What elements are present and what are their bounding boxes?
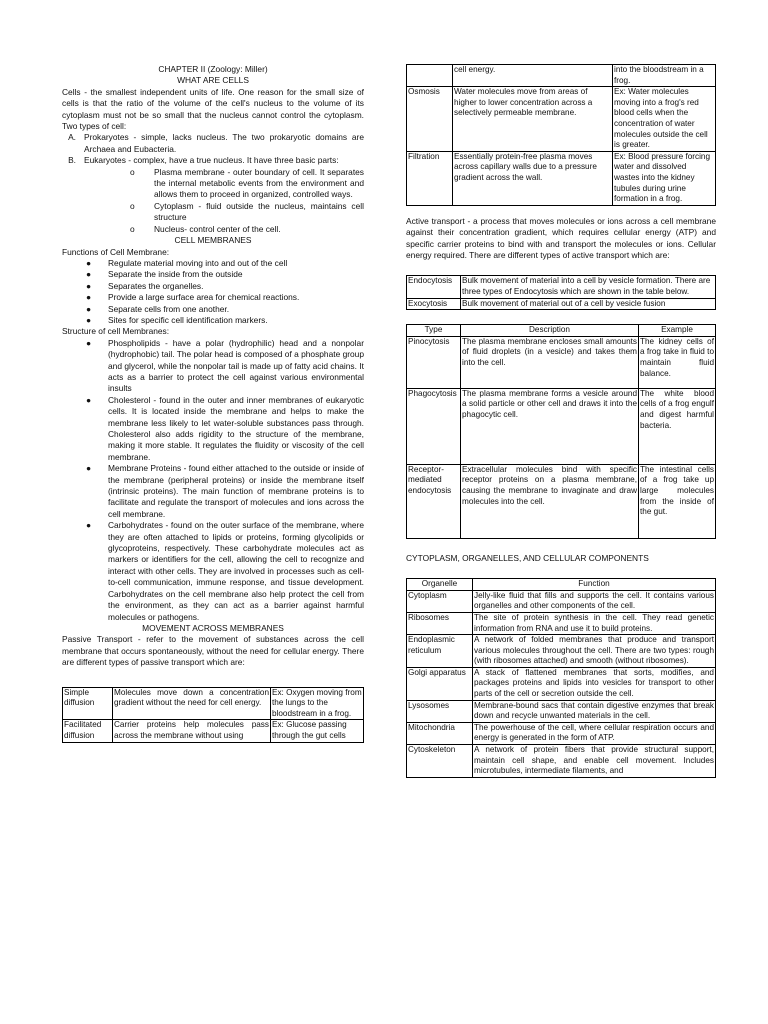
list-item [62,304,364,315]
table-cell: Osmosis [407,87,453,152]
list-item [130,167,364,201]
table-cell: Ex: Blood pressure forcing water and dissolved wastes into the kidney tubules during urine formation in a frog. [613,151,716,205]
list-item-text: Separate the inside from the outside [108,269,243,280]
table-row [407,298,716,310]
section-heading-cytoplasm: CYTOPLASM, ORGANELLES, AND CELLULAR COMPONENTS [406,552,649,563]
table-row [407,87,716,152]
circle-bullet-icon: o [130,223,135,234]
list-item-text: Separates the organelles. [108,280,204,291]
table-cell [407,65,453,87]
section-heading-cell-membranes: CELL MEMBRANES [174,235,252,246]
table-row [407,722,716,744]
table-cell: Essentially protein-free plasma moves across capillary walls due to a pressure gradient across the wall. [453,151,613,205]
table-row [407,700,716,722]
list-item-text: Prokaryotes - simple, lacks nucleus. The two prokaryotic domains are Archaea and Eubacteria. [84,132,364,154]
bullet-icon: ● [86,520,92,531]
list-marker: B. [68,155,76,166]
functions-list [62,258,364,326]
section-heading-what-are-cells: WHAT ARE CELLS [177,75,249,86]
bullet-icon: ● [86,337,92,348]
circle-bullet-icon: o [130,200,135,211]
list-item-text: Separate cells from one another. [108,303,230,314]
table-cell: A stack of flattened membranes that sorts, modifies, and packages proteins and lipids into vesicles for transport to other parts of the cell or secretion outside the cell. [473,667,716,700]
cells-intro-paragraph: Cells - the smallest independent units of life. One reason for the small size of cells is that the ratio of the volume of the cell's nucleus to the volume of its cytoplasm must not be so small that the nucleus cannot control the cytoplasm. Two types of cell: [62,86,364,132]
table-cell: The kidney cells of a frog take in fluid to maintain fluid balance. [639,336,716,388]
table-cell: Ex: Glucose passing through the gut cells [271,720,364,742]
column-header: Type [407,325,461,337]
table-row [407,388,716,464]
active-transport-table [406,275,716,310]
table-cell: Extracellular molecules bind with specific receptor proteins on a plasma membrane, causing the membrane to invaginate and draw molecules into the cell. [461,464,639,538]
list-item-text: Plasma membrane - outer boundary of cell. It separates the internal metabolic events from the environment and allows them to proceed in organized, controlled ways. [154,166,364,200]
table-cell: Cytoskeleton [407,745,473,778]
eukaryote-parts-list [62,167,364,235]
column-header: Example [639,325,716,337]
table-cell: Golgi apparatus [407,667,473,700]
table-row [407,590,716,612]
table-cell: Receptor-mediated endocytosis [407,464,461,538]
list-item-text: Phospholipids - have a polar (hydrophilic) head and a nonpolar (hydrophobic) tail. The polar head is composed of a phosphate group and glycerol, while the nonpolar tail is made up of fatty acid chains. It acts as a barrier to protect the cell against various environmental insults [108,337,364,394]
circle-bullet-icon: o [130,166,135,177]
list-item [130,224,364,235]
chapter-title: CHAPTER II (Zoology: Miller) [158,64,268,74]
table-cell: Membrane-bound sacs that contain digestive enzymes that break down and recycle unwanted materials in the cell. [473,700,716,722]
table-cell: The plasma membrane forms a vesicle around a solid particle or other cell and draws it into the phagocytic cell. [461,388,639,464]
list-item-text: Membrane Proteins - found either attached to the outside or inside of the membrane (peripheral proteins) or inside the membrane itself (intrinsic proteins). The main function of membrane proteins is to facilitate and regulate the transport of molecules and ions across the cell membrane. [108,463,364,519]
list-item-text: Sites for specific cell identification markers. [108,314,268,325]
structure-list [62,338,364,623]
list-item-text: Provide a large surface area for chemical reactions. [108,292,300,303]
table-cell: The powerhouse of the cell, where cellular respiration occurs and energy is generated in the form of ATP. [473,722,716,744]
list-marker: A. [68,132,76,143]
table-cell: Ribosomes [407,612,473,634]
table-cell: cell energy. [453,65,613,87]
list-item-text: Nucleus- control center of the cell. [154,223,281,234]
table-header-row [407,325,716,337]
table-cell: Water molecules move from areas of higher to lower concentration across a selectively permeable membrane. [453,87,613,152]
table-cell: Endoplasmic reticulum [407,635,473,668]
active-transport-intro: Active transport - a process that moves molecules or ions across a cell membrane against their concentration gradient, which requires cellular energy (ATP) and specific carrier proteins to bind with and transport the molecules or ions. Cellular energy required. There are different types of active transport which are: [406,215,716,260]
functions-heading: Functions of Cell Membrane: [62,246,170,257]
table-row [407,667,716,700]
table-cell: Exocytosis [407,298,461,310]
bullet-icon: ● [86,394,92,405]
table-cell: Filtration [407,151,453,205]
cell-types-list [62,132,364,166]
list-item [62,155,364,166]
table-cell: The intestinal cells of a frog take up large molecules from the inside of the gut. [639,464,716,538]
table-cell: Cytoplasm [407,590,473,612]
table-row [407,635,716,668]
table-cell: Jelly-like fluid that fills and supports the cell. It contains various organelles and other components of the cell. [473,590,716,612]
list-item-text: Eukaryotes - complex, have a true nucleus. It have three basic parts: [84,155,339,166]
list-item [62,395,364,463]
list-item [62,292,364,303]
list-item [62,338,364,395]
table-cell: Ex: Water molecules moving into a frog's red blood cells when the concentration of water molecules outside the cell is greater. [613,87,716,152]
list-item [62,281,364,292]
table-cell: into the bloodstream in a frog. [613,65,716,87]
endocytosis-table [406,324,716,539]
table-cell: The site of protein synthesis in the cell. They read genetic information from RNA and use it to build proteins. [473,612,716,634]
table-cell: Endocytosis [407,276,461,298]
table-row [63,720,364,742]
table-cell: Facilitated diffusion [63,720,113,742]
list-item-text: Cytoplasm - fluid outside the nucleus, maintains cell structure [154,200,364,223]
table-header-row [407,579,716,591]
passive-transport-intro: Passive Transport - refer to the movement of substances across the cell membrane that occurs spontaneously, without the need for cellular energy. There are different types of passive transport which are: [62,634,364,668]
structure-heading: Structure of cell Membranes: [62,326,170,337]
table-cell: Pinocytosis [407,336,461,388]
table-cell: Bulk movement of material into a cell by vesicle formation. There are three types of Endocytosis which are shown in the table below. [461,276,716,298]
table-row [407,65,716,87]
bullet-icon: ● [86,314,92,325]
right-column [406,64,716,778]
bullet-icon: ● [86,303,92,314]
bullet-icon: ● [86,269,92,280]
bullet-icon: ● [86,292,92,303]
column-header: Function [473,579,716,591]
table-cell: Carrier proteins help molecules pass across the membrane without using [113,720,271,742]
bullet-icon: ● [86,280,92,291]
bullet-icon: ● [86,257,92,268]
bullet-icon: ● [86,463,92,474]
list-item-text: Cholesterol - found in the outer and inner membranes of eukaryotic cells. It is located inside the membrane and helps to make the membrane less likely to let water-soluble substances pass through. Cholesterol also adds rigidity to the structure of the membrane, making it more stable. It regulates the fluidity or viscosity of the cell membrane. [108,394,364,462]
list-item [62,520,364,623]
list-item-text: Regulate material moving into and out of the cell [108,257,288,268]
list-item [130,201,364,224]
table-cell: Ex: Oxygen moving from the lungs to the bloodstream in a frog. [271,687,364,720]
table-cell: The white blood cells of a frog engulf and digest harmful bacteria. [639,388,716,464]
table-row [63,687,364,720]
section-heading-movement: MOVEMENT ACROSS MEMBRANES [142,622,284,633]
table-cell: Simple diffusion [63,687,113,720]
list-item [62,315,364,326]
passive-transport-table-continued [406,64,716,206]
left-column [62,64,364,743]
table-cell: The plasma membrane encloses small amounts of fluid droplets (in a vesicle) and takes them into the cell. [461,336,639,388]
organelles-table [406,578,716,778]
table-cell: A network of protein fibers that provide structural support, maintain cell shape, and enable cell movement. Includes microtubules, intermediate filaments, and [473,745,716,778]
table-cell: Lysosomes [407,700,473,722]
table-row [407,336,716,388]
table-cell: Bulk movement of material out of a cell by vesicle fusion [461,298,716,310]
column-header: Organelle [407,579,473,591]
passive-transport-table [62,687,364,743]
table-cell: A network of folded membranes that produce and transport various molecules throughout the cell. There are two types: rough (with ribosomes attached) and smooth (without ribosomes). [473,635,716,668]
list-item [62,258,364,269]
table-row [407,151,716,205]
list-item [62,269,364,280]
table-cell: Molecules move down a concentration gradient without the need for cell energy. [113,687,271,720]
table-row [407,464,716,538]
table-row [407,276,716,298]
table-row [407,745,716,778]
list-item [62,132,364,155]
table-row [407,612,716,634]
list-item-text: Carbohydrates - found on the outer surface of the membrane, where they are often attached to lipids or proteins, forming glycolipids or glycoproteins, respectively. These carbohydrate molecules act as markers or identifiers for the cell, allowing the cell to recognize and interact with other cells. They are involved in processes such as cell-to-cell communication, immune response, and tissue development. Carbohydrates on the cell membrane also help protect the cell from the environment, as they can act as a barrier against harmful molecules or pathogens. [108,520,364,622]
table-cell: Phagocytosis [407,388,461,464]
column-header: Description [461,325,639,337]
table-cell: Mitochondria [407,722,473,744]
list-item [62,463,364,520]
